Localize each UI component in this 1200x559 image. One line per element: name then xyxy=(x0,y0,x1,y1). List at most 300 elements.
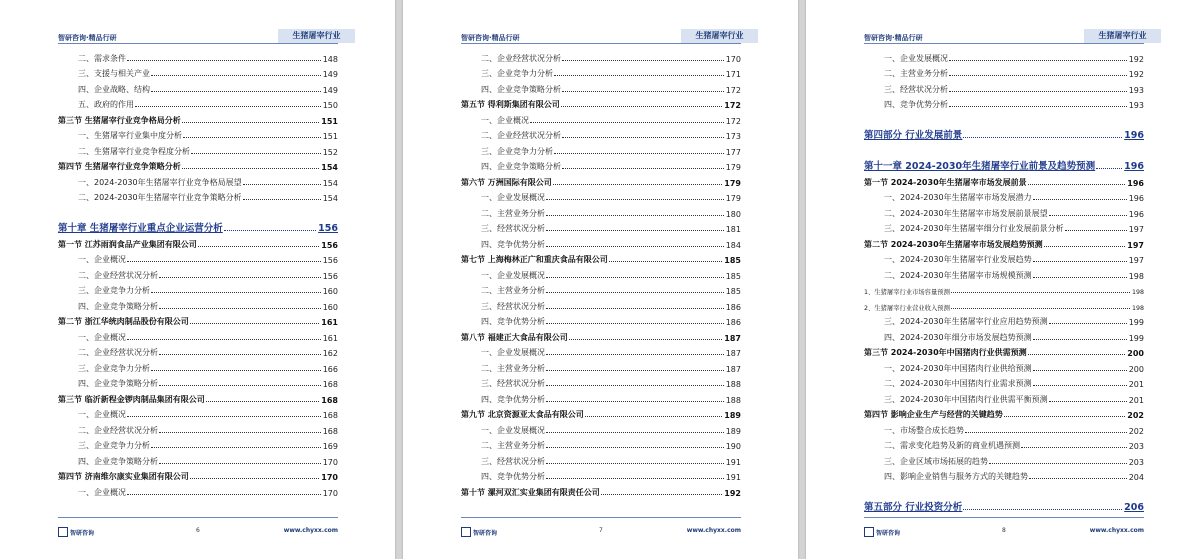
toc-entry-title: 第四节 济南维尔康实业集团有限公司 xyxy=(58,472,189,481)
toc-entry-title: 四、影响企业销售与服务方式的关键趋势 xyxy=(864,471,1029,482)
toc-item-entry[interactable] xyxy=(58,172,338,188)
toc-part-entry[interactable] xyxy=(864,149,1144,172)
toc-entry-title: 第六节 万洲国际有限公司 xyxy=(461,177,552,187)
toc-item-entry[interactable] xyxy=(58,451,338,467)
dot-leader xyxy=(530,121,724,123)
toc-entry-page: 180 xyxy=(725,209,741,219)
toc-entry-page: 196 xyxy=(1127,178,1144,188)
toc-item-entry[interactable] xyxy=(58,296,338,312)
toc-entry-page: 201 xyxy=(1128,380,1144,389)
toc-entry-title: 二、主营业务分析 xyxy=(461,440,546,451)
toc-entry-title: 一、2024-2030年中国猪肉行业供给预测 xyxy=(864,363,1033,374)
toc-item-entry[interactable] xyxy=(864,95,1144,111)
toc-item-entry[interactable] xyxy=(864,451,1144,467)
page-header xyxy=(0,0,395,44)
toc-entry-title: 第四节 生猪屠宰行业竞争策略分析 xyxy=(58,162,181,171)
dot-leader xyxy=(1044,245,1126,247)
dot-leader xyxy=(949,90,1127,92)
dot-leader xyxy=(243,198,321,200)
toc-section-entry[interactable] xyxy=(461,327,741,343)
toc-entry-page: 202 xyxy=(1128,426,1144,436)
dot-leader xyxy=(546,229,724,231)
toc-section-entry[interactable] xyxy=(461,172,741,188)
toc-entry-page: 170 xyxy=(322,488,338,498)
toc-entry-title: 第三节 临沂新程金锣肉制品集团有限公司 xyxy=(58,394,205,404)
toc-item-entry[interactable] xyxy=(864,281,1144,297)
toc-item-entry[interactable] xyxy=(461,436,741,452)
toc-entry-title: 第三节 2024-2030年中国猪肉行业供需预测 xyxy=(864,348,1027,357)
toc-item-entry[interactable] xyxy=(864,358,1144,374)
dot-leader xyxy=(159,307,321,309)
dot-leader xyxy=(1029,477,1127,479)
toc-entry-page: 172 xyxy=(725,85,741,95)
toc-item-entry[interactable] xyxy=(864,219,1144,235)
toc-entry-title: 第二节 浙江华统肉制品股份有限公司 xyxy=(58,317,189,326)
dot-leader xyxy=(182,121,320,123)
toc-item-entry[interactable] xyxy=(461,203,741,219)
dot-leader xyxy=(1096,167,1122,169)
toc-section-entry[interactable] xyxy=(461,95,741,111)
toc-item-entry[interactable] xyxy=(58,405,338,421)
toc-item-entry[interactable] xyxy=(864,312,1144,328)
dot-leader xyxy=(151,291,321,293)
footer-url[interactable]: www.chyxx.com xyxy=(283,527,338,534)
toc-entry-title: 第四节 影响企业生产与经营的关键趋势 xyxy=(864,410,1003,419)
toc-entry-title: 三、经营状况分析 xyxy=(461,223,546,234)
toc-entry-page: 160 xyxy=(322,302,338,312)
toc-entry-page: 168 xyxy=(322,426,338,436)
dot-leader xyxy=(546,245,724,247)
toc-entry-page: 198 xyxy=(1131,289,1144,296)
dot-leader xyxy=(151,74,321,76)
dot-leader xyxy=(562,167,724,169)
dot-leader xyxy=(159,462,321,464)
toc-entry-page: 196 xyxy=(1128,194,1144,203)
dot-leader xyxy=(963,136,1122,138)
toc-entry-title: 二、主营业务分析 xyxy=(461,208,546,219)
toc-item-entry[interactable] xyxy=(58,482,338,498)
dot-leader xyxy=(546,446,724,448)
toc-entry-page: 156 xyxy=(322,271,338,281)
toc-entry-page: 149 xyxy=(322,85,338,95)
toc-entry-title: 三、经营状况分析 xyxy=(461,301,546,312)
toc-entry-page: 191 xyxy=(725,473,741,482)
toc-entry-page: 186 xyxy=(725,302,741,312)
document-page-3 xyxy=(806,0,1200,559)
toc-item-entry[interactable] xyxy=(461,110,741,126)
toc-entry-title: 四、企业竞争策略分析 xyxy=(58,378,159,389)
toc-entry-title: 第三节 生猪屠宰行业竞争格局分析 xyxy=(58,115,181,125)
toc-item-entry[interactable] xyxy=(864,79,1144,95)
toc-entry-title: 一、企业概况 xyxy=(58,487,127,498)
toc-item-entry[interactable] xyxy=(58,126,338,142)
toc-item-entry[interactable] xyxy=(864,296,1144,312)
page-number: 6 xyxy=(196,527,200,534)
toc-item-entry[interactable] xyxy=(864,48,1144,64)
toc-entry-page: 169 xyxy=(322,442,338,451)
toc-entry-page: 170 xyxy=(725,54,741,64)
toc-entry-title: 三、2024-2030年中国猪肉行业供需平衡预测 xyxy=(864,394,1049,405)
toc-entry-page: 173 xyxy=(725,132,741,141)
dot-leader xyxy=(127,260,321,262)
toc-entry-page: 199 xyxy=(1128,318,1144,327)
dot-leader xyxy=(601,493,723,495)
dot-leader xyxy=(546,214,724,216)
toc-entry-page: 192 xyxy=(1128,54,1144,64)
toc-item-entry[interactable] xyxy=(461,374,741,390)
dot-leader xyxy=(562,59,724,61)
toc-entry-page: 199 xyxy=(1128,333,1144,343)
logo-icon xyxy=(461,527,471,537)
dot-leader xyxy=(561,105,723,107)
toc-entry-page: 149 xyxy=(322,70,338,79)
toc-entry-page: 198 xyxy=(1131,304,1144,312)
toc-entry-page: 168 xyxy=(321,395,338,405)
dot-leader xyxy=(135,105,321,107)
toc-entry-title: 二、2024-2030年生猪屠宰市场规模预测 xyxy=(864,270,1033,281)
toc-item-entry[interactable] xyxy=(58,141,338,157)
page-header xyxy=(403,0,798,44)
dot-leader xyxy=(190,477,320,479)
dot-leader xyxy=(951,291,1130,293)
footer-rule xyxy=(461,517,741,518)
dot-leader xyxy=(183,136,321,138)
toc-item-entry[interactable] xyxy=(461,420,741,436)
toc-entry-page: 200 xyxy=(1128,364,1144,374)
dot-leader xyxy=(546,322,724,324)
toc-entry-title: 一、2024-2030年生猪屠宰行业竞争格局展望 xyxy=(58,177,243,188)
toc-item-entry[interactable] xyxy=(864,203,1144,219)
toc-entry-page: 162 xyxy=(322,349,338,358)
dot-leader xyxy=(1049,400,1127,402)
dot-leader xyxy=(1028,183,1126,185)
toc-item-entry[interactable] xyxy=(461,157,741,173)
footer-url[interactable]: www.chyxx.com xyxy=(1089,527,1144,534)
toc-entry-title: 一、企业概况 xyxy=(58,332,127,343)
toc-part-entry[interactable] xyxy=(58,211,338,234)
toc-entry-page: 192 xyxy=(724,488,741,498)
toc-item-entry[interactable] xyxy=(461,296,741,312)
toc-item-entry[interactable] xyxy=(58,79,338,95)
dot-leader xyxy=(949,74,1127,76)
toc-item-entry[interactable] xyxy=(58,327,338,343)
toc-entry-page: 185 xyxy=(725,287,741,296)
toc-entry-title: 二、主营业务分析 xyxy=(864,68,949,79)
toc-entry-page: 171 xyxy=(725,70,741,79)
toc-entry-title: 一、2024-2030年生猪屠宰行业发展趋势 xyxy=(864,254,1033,265)
toc-item-entry[interactable] xyxy=(58,281,338,297)
toc-entry-title: 三、经营状况分析 xyxy=(461,378,546,389)
toc-entry-page: 161 xyxy=(321,318,338,327)
toc-item-entry[interactable] xyxy=(461,358,741,374)
toc-entry-page: 151 xyxy=(321,116,338,126)
toc-entry-page: 188 xyxy=(725,380,741,389)
dot-leader xyxy=(224,229,316,231)
toc-item-entry[interactable] xyxy=(864,467,1144,483)
toc-item-entry[interactable] xyxy=(864,389,1144,405)
toc-item-entry[interactable] xyxy=(58,265,338,281)
toc-item-entry[interactable] xyxy=(58,64,338,80)
dot-leader xyxy=(151,90,321,92)
dot-leader xyxy=(585,415,723,417)
dot-leader xyxy=(546,369,724,371)
toc-item-entry[interactable] xyxy=(461,312,741,328)
dot-leader xyxy=(159,431,321,433)
dot-leader xyxy=(546,291,724,293)
toc-entry-page: 186 xyxy=(725,318,741,327)
toc-entry-title: 四、竞争优势分析 xyxy=(461,471,546,482)
brand-logo: 智研咨询·精品行研 xyxy=(58,34,117,42)
toc-entry-page: 191 xyxy=(725,457,741,467)
toc-item-entry[interactable] xyxy=(864,374,1144,390)
toc-item-entry[interactable] xyxy=(461,64,741,80)
toc-entry-title: 二、企业经营状况分析 xyxy=(461,130,562,141)
footer-logo: 智研咨询 xyxy=(461,527,497,537)
toc-section-entry[interactable] xyxy=(864,234,1144,250)
toc-section-entry[interactable] xyxy=(461,250,741,266)
toc-entry-title: 三、企业竞争力分析 xyxy=(461,146,554,157)
industry-badge: 生猪屠宰行业 xyxy=(1084,29,1161,43)
toc-entry-page: 206 xyxy=(1124,502,1144,513)
dot-leader xyxy=(1033,260,1127,262)
dot-leader xyxy=(546,307,724,309)
dot-leader xyxy=(190,322,320,324)
dot-leader xyxy=(546,384,724,386)
dot-leader xyxy=(546,276,724,278)
toc-section-entry[interactable] xyxy=(461,405,741,421)
toc-list xyxy=(864,48,1144,513)
footer-url[interactable]: www.chyxx.com xyxy=(686,527,741,534)
toc-entry-page: 196 xyxy=(1124,161,1144,172)
dot-leader xyxy=(949,59,1127,61)
toc-entry-title: 三、企业竞争力分析 xyxy=(461,68,554,79)
toc-entry-title: 二、生猪屠宰行业竞争程度分析 xyxy=(58,146,191,157)
toc-entry-title: 三、2024-2030年生猪屠宰行业应用趋势预测 xyxy=(864,316,1049,327)
toc-entry-title: 第二节 2024-2030年生猪屠宰市场发展趋势预测 xyxy=(864,239,1043,249)
logo-icon xyxy=(58,527,68,537)
dot-leader xyxy=(546,400,724,402)
toc-item-entry[interactable] xyxy=(461,389,741,405)
toc-entry-page: 172 xyxy=(724,101,741,110)
dot-leader xyxy=(1033,276,1127,278)
toc-part-entry[interactable] xyxy=(864,118,1144,141)
toc-entry-title: 四、企业竞争策略分析 xyxy=(461,84,562,95)
toc-entry-title: 二、企业经营状况分析 xyxy=(58,347,159,358)
toc-entry-title: 第十一章 2024-2030年生猪屠宰行业前景及趋势预测 xyxy=(864,158,1096,172)
toc-item-entry[interactable] xyxy=(864,250,1144,266)
header-rule xyxy=(864,43,1144,44)
dot-leader xyxy=(127,338,321,340)
toc-entry-title: 一、企业发展概况 xyxy=(461,192,546,203)
dot-leader xyxy=(1033,338,1127,340)
dot-leader xyxy=(949,105,1127,107)
toc-entry-title: 三、企业竞争力分析 xyxy=(58,285,151,296)
page-number: 8 xyxy=(1002,527,1006,534)
toc-entry-title: 四、企业战略、结构 xyxy=(58,84,151,95)
toc-item-entry[interactable] xyxy=(461,126,741,142)
toc-item-entry[interactable] xyxy=(461,141,741,157)
dot-leader xyxy=(159,276,321,278)
toc-entry-title: 一、企业概况 xyxy=(58,409,127,420)
toc-entry-page: 156 xyxy=(318,223,338,234)
toc-entry-title: 二、需求变化趋势及新的商业机遇预测 xyxy=(864,440,1021,451)
dot-leader xyxy=(554,74,724,76)
page-footer xyxy=(0,513,395,559)
toc-entry-title: 三、企业区域市场拓展的趋势 xyxy=(864,456,989,467)
toc-section-entry[interactable] xyxy=(58,110,338,126)
toc-entry-title: 三、经营状况分析 xyxy=(864,84,949,95)
toc-entry-page: 187 xyxy=(724,333,741,343)
toc-entry-page: 185 xyxy=(724,256,741,265)
toc-list xyxy=(58,48,338,498)
toc-entry-title: 五、政府的作用 xyxy=(58,99,135,110)
page-number: 7 xyxy=(599,527,603,534)
toc-section-entry[interactable] xyxy=(864,343,1144,359)
toc-entry-page: 202 xyxy=(1127,411,1144,420)
toc-entry-page: 154 xyxy=(321,163,338,172)
toc-entry-page: 156 xyxy=(321,240,338,250)
footer-logo: 智研咨询 xyxy=(864,527,900,537)
toc-entry-title: 第十章 生猪屠宰行业重点企业运营分析 xyxy=(58,220,224,234)
toc-entry-page: 179 xyxy=(724,178,741,188)
toc-entry-title: 二、需求条件 xyxy=(58,53,127,64)
toc-entry-page: 154 xyxy=(322,178,338,188)
document-page-1 xyxy=(0,0,395,559)
toc-entry-title: 第九节 北京资源亚太食品有限公司 xyxy=(461,410,584,419)
header-rule xyxy=(461,43,741,44)
toc-item-entry[interactable] xyxy=(461,234,741,250)
dot-leader xyxy=(159,353,321,355)
dot-leader xyxy=(1049,322,1127,324)
toc-item-entry[interactable] xyxy=(58,95,338,111)
toc-entry-title: 三、企业竞争力分析 xyxy=(58,363,151,374)
toc-entry-title: 第五部分 行业投资分析 xyxy=(864,499,963,513)
toc-entry-title: 一、企业发展概况 xyxy=(864,53,949,64)
toc-entry-page: 188 xyxy=(725,395,741,405)
industry-badge: 生猪屠宰行业 xyxy=(278,29,355,43)
toc-item-entry[interactable] xyxy=(461,281,741,297)
dot-leader xyxy=(243,183,321,185)
dot-leader xyxy=(1004,415,1126,417)
toc-entry-page: 197 xyxy=(1128,256,1144,265)
toc-item-entry[interactable] xyxy=(461,48,741,64)
dot-leader xyxy=(951,307,1130,309)
toc-item-entry[interactable] xyxy=(461,219,741,235)
toc-entry-page: 184 xyxy=(725,240,741,250)
toc-entry-page: 193 xyxy=(1128,85,1144,95)
toc-entry-title: 三、支援与相关产业 xyxy=(58,68,151,79)
dot-leader xyxy=(127,415,321,417)
toc-item-entry[interactable] xyxy=(461,467,741,483)
toc-section-entry[interactable] xyxy=(58,389,338,405)
toc-entry-page: 201 xyxy=(1128,395,1144,405)
toc-entry-title: 三、经营状况分析 xyxy=(461,456,546,467)
toc-section-entry[interactable] xyxy=(58,467,338,483)
toc-entry-page: 193 xyxy=(1128,101,1144,110)
dot-leader xyxy=(1033,369,1127,371)
toc-item-entry[interactable] xyxy=(864,188,1144,204)
logo-icon xyxy=(864,527,874,537)
toc-section-entry[interactable] xyxy=(58,312,338,328)
toc-entry-page: 192 xyxy=(1128,70,1144,79)
header-rule xyxy=(58,43,338,44)
toc-item-entry[interactable] xyxy=(58,358,338,374)
toc-section-entry[interactable] xyxy=(58,157,338,173)
toc-item-entry[interactable] xyxy=(461,343,741,359)
toc-entry-title: 四、竞争优势分析 xyxy=(461,239,546,250)
toc-entry-title: 二、2024-2030年中国猪肉行业需求预测 xyxy=(864,378,1033,389)
toc-item-entry[interactable] xyxy=(864,64,1144,80)
toc-entry-page: 170 xyxy=(322,457,338,467)
dot-leader xyxy=(963,508,1122,510)
toc-entry-title: 一、企业概况 xyxy=(461,115,530,126)
toc-item-entry[interactable] xyxy=(461,188,741,204)
toc-section-entry[interactable] xyxy=(461,482,741,498)
toc-entry-title: 第一节 江苏雨润食品产业集团有限公司 xyxy=(58,239,197,249)
toc-item-entry[interactable] xyxy=(864,327,1144,343)
dot-leader xyxy=(989,462,1127,464)
dot-leader xyxy=(191,152,321,154)
toc-item-entry[interactable] xyxy=(864,420,1144,436)
toc-item-entry[interactable] xyxy=(864,265,1144,281)
dot-leader xyxy=(127,59,321,61)
toc-section-entry[interactable] xyxy=(58,234,338,250)
toc-entry-title: 二、2024-2030年生猪屠宰市场发展前景展望 xyxy=(864,208,1049,219)
toc-item-entry[interactable] xyxy=(461,451,741,467)
toc-item-entry[interactable] xyxy=(58,343,338,359)
toc-entry-title: 一、企业发展概况 xyxy=(461,425,546,436)
toc-entry-page: 150 xyxy=(322,101,338,110)
toc-item-entry[interactable] xyxy=(864,436,1144,452)
toc-item-entry[interactable] xyxy=(461,265,741,281)
toc-entry-title: 二、2024-2030年生猪屠宰行业竞争策略分析 xyxy=(58,192,243,203)
toc-entry-title: 三、2024-2030年生猪屠宰细分行业发展前景分析 xyxy=(864,223,1065,234)
toc-entry-page: 190 xyxy=(725,442,741,451)
toc-entry-title: 2、生猪屠宰行业营业收入预测 xyxy=(864,304,950,312)
toc-entry-page: 160 xyxy=(322,287,338,296)
dot-leader xyxy=(554,152,724,154)
dot-leader xyxy=(546,477,724,479)
dot-leader xyxy=(562,136,724,138)
toc-part-entry[interactable] xyxy=(864,490,1144,513)
dot-leader xyxy=(569,338,723,340)
toc-item-entry[interactable] xyxy=(58,436,338,452)
toc-entry-page: 196 xyxy=(1124,130,1144,141)
toc-entry-title: 二、企业经营状况分析 xyxy=(58,425,159,436)
toc-item-entry[interactable] xyxy=(58,188,338,204)
toc-item-entry[interactable] xyxy=(58,420,338,436)
dot-leader xyxy=(198,245,320,247)
toc-section-entry[interactable] xyxy=(864,405,1144,421)
dot-leader xyxy=(1065,229,1127,231)
toc-item-entry[interactable] xyxy=(58,374,338,390)
toc-entry-page: 196 xyxy=(1128,209,1144,219)
toc-item-entry[interactable] xyxy=(58,48,338,64)
toc-entry-title: 一、2024-2030年生猪屠宰市场发展潜力 xyxy=(864,192,1033,203)
dot-leader xyxy=(206,400,320,402)
toc-entry-page: 189 xyxy=(725,426,741,436)
toc-section-entry[interactable] xyxy=(864,172,1144,188)
toc-entry-page: 156 xyxy=(322,256,338,265)
toc-entry-page: 166 xyxy=(322,364,338,374)
toc-item-entry[interactable] xyxy=(58,250,338,266)
toc-entry-page: 197 xyxy=(1127,240,1144,250)
toc-item-entry[interactable] xyxy=(461,79,741,95)
toc-entry-page: 187 xyxy=(725,364,741,374)
dot-leader xyxy=(562,90,724,92)
toc-entry-page: 170 xyxy=(321,473,338,482)
toc-entry-title: 一、市场整合成长趋势 xyxy=(864,425,965,436)
